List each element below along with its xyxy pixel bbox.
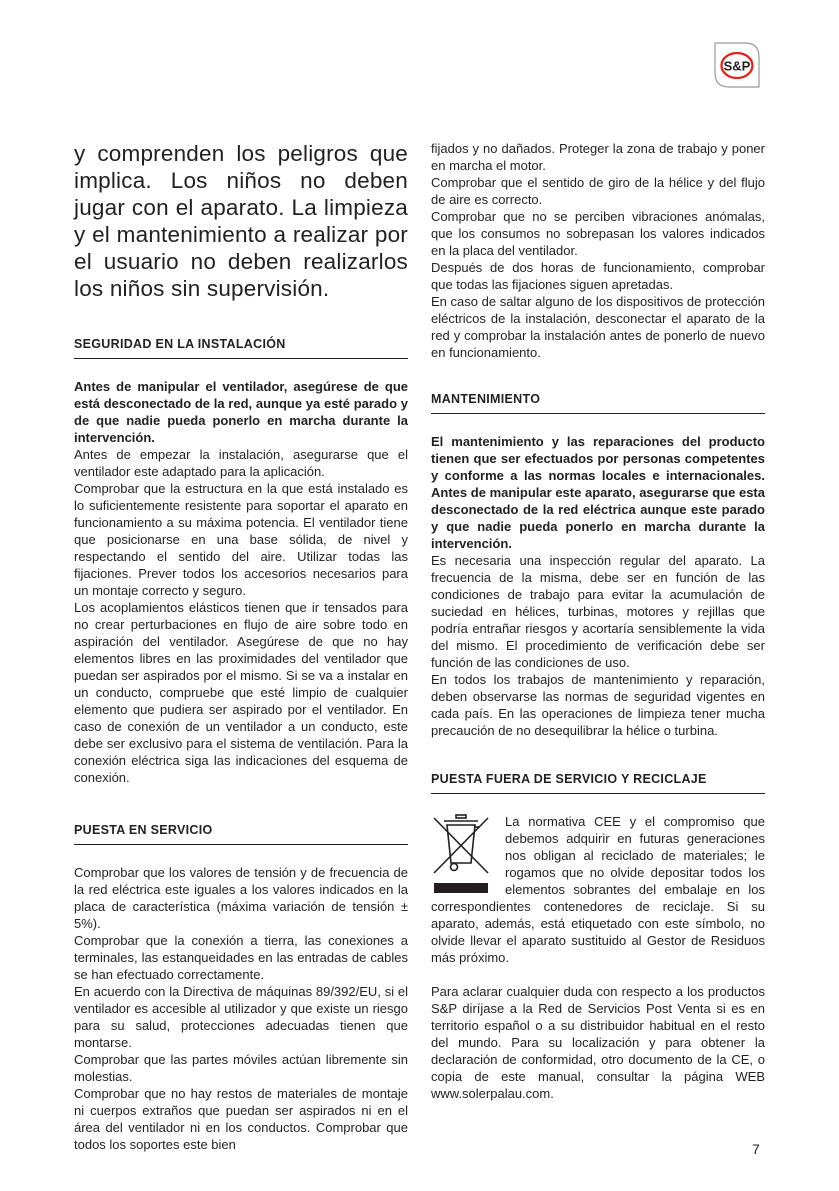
startup-continued-paragraph: En caso de saltar alguno de los dispositivos de protección eléctricos de la instalación, desconectar el aparato de la red y comprobar la instalación antes de ponerlo de nuevo en funcionamiento. [431, 294, 765, 360]
startup-paragraph: En acuerdo con la Directiva de máquinas 89/392/EU, si el ventilador es accesible al utilizador y que existe un riesgo para su salud, protecciones adecuadas tienen que montarse. [74, 984, 408, 1050]
left-column [74, 140, 408, 1153]
intro-text: y comprenden los peligros que implica. Los niños no deben jugar con el aparato. La limpieza y el mantenimiento a realizar por el usuario no deben realizarlos los niños sin supervisión. [74, 141, 408, 301]
sp-logo-mark [712, 40, 762, 90]
page-number: 7 [752, 1141, 760, 1157]
installation-paragraph: Comprobar que la estructura en la que está instalado es lo suficientemente resistente para soportar el aparato en funcionamiento a su máxima potencia. El ventilador tiene que posicionarse en una base sólida, de nivel y respectando el sentido del aire. Utilizar todas las fijaciones. Prever todos los accesorios necesarios para un montaje correcto y seguro. [74, 481, 408, 598]
maintenance-heading: MANTENIMIENTO [431, 392, 765, 414]
startup-continued-paragraph: Comprobar que no se perciben vibraciones anómalas, que los consumos no sobrepasan los valores indicados en la placa del ventilador. [431, 209, 765, 258]
startup-paragraph: Comprobar que los valores de tensión y de frecuencia de la red eléctrica este iguales a los valores indicados en la placa de característica (máxima variación de tensión ± 5%). [74, 865, 408, 931]
sp-logo [712, 40, 762, 90]
installation-warning: Antes de manipular el ventilador, asegúrese de que está desconectado de la red, aunque ya esté parado y de que nadie pueda ponerlo en marcha durante la intervención. [74, 379, 408, 445]
startup-paragraph: Comprobar que no hay restos de materiales de montaje ni cuerpos extraños que puedan ser aspirados ni en el área del ventilador ni en los conductos. Comprobar que todos los soportes este bien [74, 1086, 408, 1152]
svg-text:S&P: S&P [723, 58, 751, 74]
maintenance-paragraph: Es necesaria una inspección regular del aparato. La frecuencia de la misma, debe ser en función de las condiciones de trabajo para evitar la acumulación de suciedad en hélices, turbinas, motores y rejillas que podría entrañar riesgos y acortaría sensiblemente la vida del mismo. El procedimiento de verificación debe ser función de las condiciones de uso. [431, 553, 765, 670]
startup-paragraph: Comprobar que la conexión a tierra, las conexiones a terminales, las estanqueidades en las entradas de cables se han efectuado correctamente. [74, 933, 408, 982]
installation-heading: SEGURIDAD EN LA INSTALACIÓN [74, 337, 408, 359]
right-column [431, 140, 765, 1102]
maintenance-warning: El mantenimiento y las reparaciones del producto tienen que ser efectuados por personas competentes y conforme a las normas locales e internacionales. Antes de manipular este aparato, asegurarse que esta desconectado de la red eléctrica aunque este parado y que nadie pueda ponerlo en marcha durante la intervención. [431, 434, 765, 551]
startup-continued-paragraph: fijados y no dañados. Proteger la zona de trabajo y poner en marcha el motor. [431, 141, 765, 173]
recycling-block [431, 813, 765, 966]
recycling-heading: PUESTA FUERA DE SERVICIO Y RECICLAJE [431, 772, 765, 794]
installation-paragraph: Antes de empezar la instalación, asegurarse que el ventilador este adaptado para la aplicación. [74, 447, 408, 479]
maintenance-paragraph: En todos los trabajos de mantenimiento y reparación, deben observarse las normas de seguridad vigentes en cada país. En las operaciones de limpieza tener mucha precaución de no desequilibrar la hélice o turbina. [431, 672, 765, 738]
startup-paragraph: Comprobar que las partes móviles actúan libremente sin molestias. [74, 1052, 408, 1084]
crossed-out-wheelie-bin-icon [431, 813, 491, 895]
contact-paragraph: Para aclarar cualquier duda con respecto a los productos S&P diríjase a la Red de Servicios Post Venta si es en territorio español o a su distribuidor habitual en el resto del mundo. Para su localización y para obtener la declaración de conformidad, otro documento de la CE, o copia de este manual, consultar la página WEB www.solerpalau.com. [431, 984, 765, 1101]
installation-paragraph: Los acoplamientos elásticos tienen que ir tensados para no crear perturbaciones en flujo de aire sobre todo en aspiración del ventilador. Asegúrese de que no hay elementos libres en las proximidades del ventilador que puedan ser aspirados por el mismo. Si se va a instalar en un conducto, compruebe que esté limpio de cualquier elemento que pudiera ser aspirado por el ventilador. En caso de conexión de un ventilador a un conducto, este debe ser exclusivo para el sistema de ventilación. Para la conexión eléctrica siga las indicaciones del esquema de conexión. [74, 600, 408, 785]
startup-continued-paragraph: Comprobar que el sentido de giro de la hélice y del flujo de aire es correcto. [431, 175, 765, 207]
startup-heading: PUESTA EN SERVICIO [74, 823, 408, 845]
startup-continued-paragraph: Después de dos horas de funcionamiento, comprobar que todas las fijaciones siguen apretadas. [431, 260, 765, 292]
recycling-paragraph: La normativa CEE y el compromiso que debemos adquirir en futuras generaciones nos obligan al reciclado de materiales; le rogamos que no olvide depositar todos los elementos sobrantes del embalaje en los correspondientes contenedores de reciclaje. Si su aparato, además, está etiquetado con este símbolo, no olvide llevar el aparato sustituido al Gestor de Residuos más próximo. [431, 814, 765, 965]
